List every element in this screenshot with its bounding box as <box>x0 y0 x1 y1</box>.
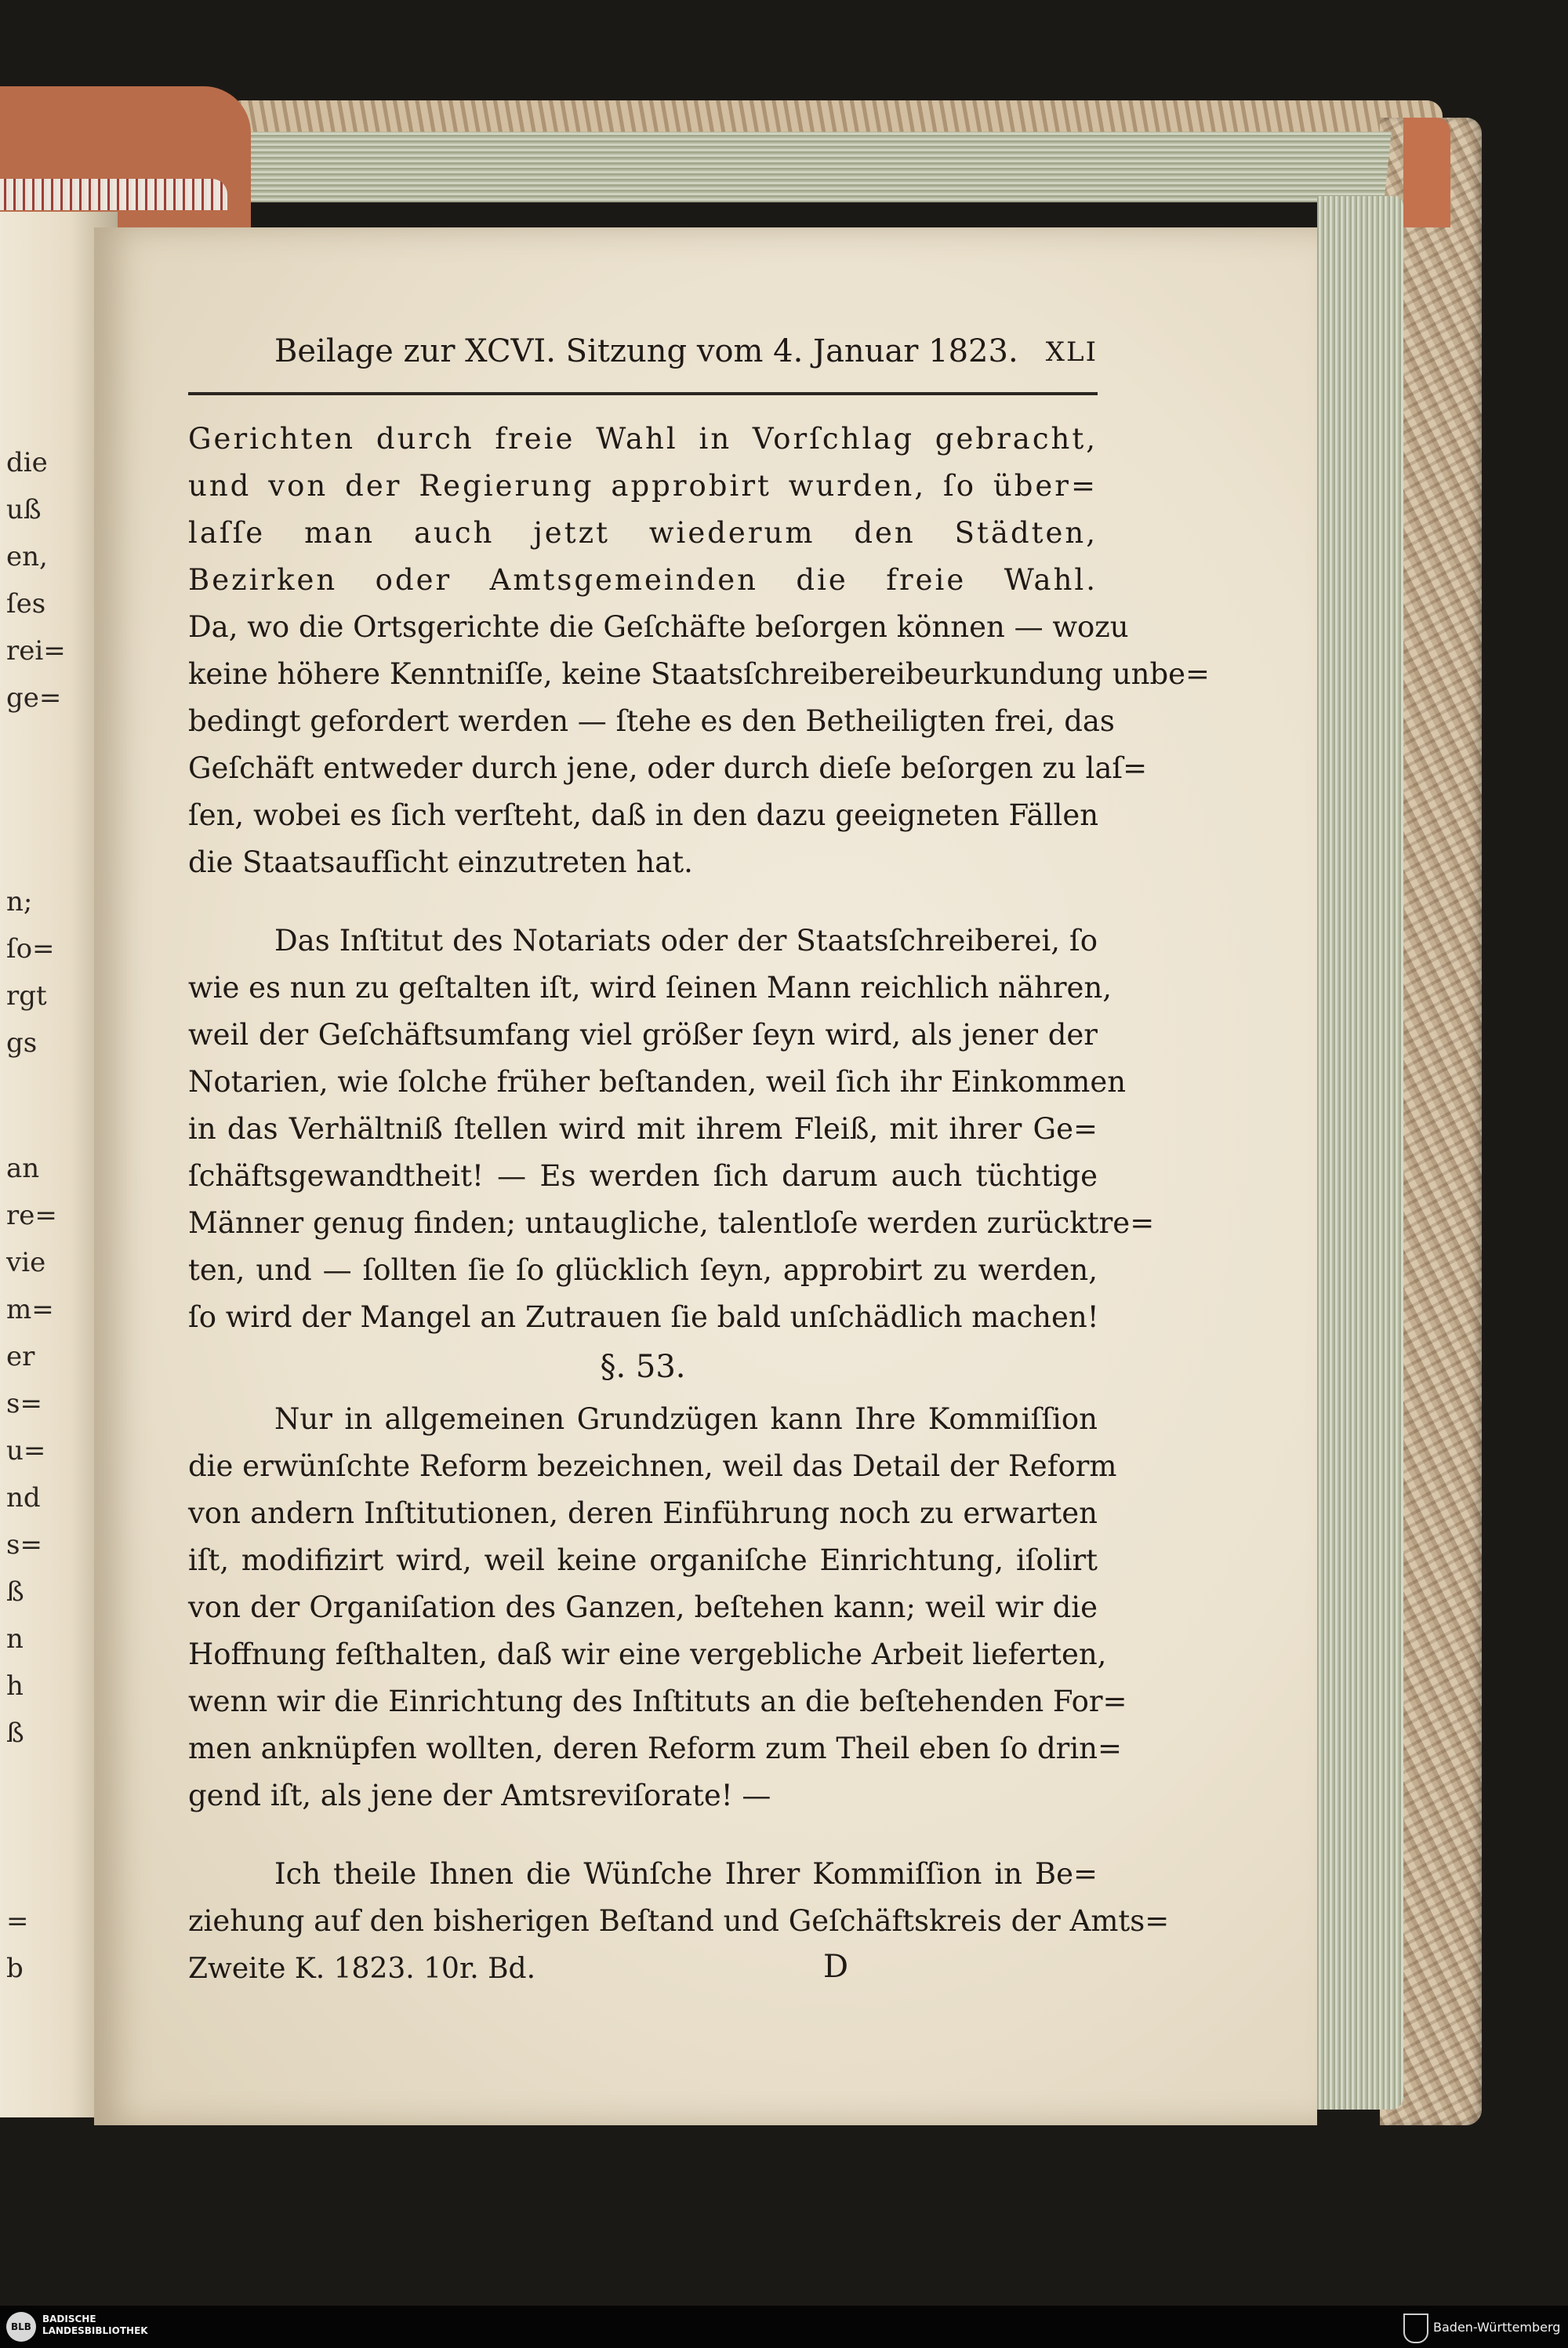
left-fragment: n; <box>6 886 33 918</box>
signature-mark: D <box>823 1949 849 1985</box>
text-line: von der Organiſation des Ganzen, beſtehen kann; weil wir die <box>188 1590 1098 1624</box>
left-fragment: er <box>6 1341 35 1372</box>
text-line: wenn wir die Einrichtung des Inſtituts an die beſtehenden For= <box>188 1685 1127 1718</box>
text-line: keine höhere Kenntniſſe, keine Staatsſchreibereibeurkundung unbe= <box>188 657 1210 691</box>
text-line: in das Verhältniß ſtellen wird mit ihrem Fleiß, mit ihrer Ge= <box>188 1112 1098 1146</box>
text-line: die Staatsaufſicht einzutreten hat. <box>188 845 693 879</box>
text-line: iſt, modifizirt wird, weil keine organiſche Einrichtung, iſolirt <box>188 1543 1098 1577</box>
text-line: die erwünſchte Reform bezeichnen, weil das Detail der Reform <box>188 1449 1117 1483</box>
library-name <box>42 2313 148 2337</box>
text-line: Ich theile Ihnen die Wünſche Ihrer Kommiſſion in Be= <box>274 1857 1098 1891</box>
text-line: bedingt gefordert werden — ſtehe es den Betheiligten frei, das <box>188 704 1115 738</box>
text-line: gend iſt, als jene der Amtsreviſorate! — <box>188 1779 771 1812</box>
text-line: laſſe man auch jetzt wiederum den Städten, <box>188 516 1098 550</box>
state-name: Baden-Württemberg <box>1433 2320 1561 2335</box>
running-header <box>274 333 1098 380</box>
text-line: Das Inſtitut des Notariats oder der Staatsſchreiberei, ſo <box>274 924 1098 958</box>
text-line: ſen, wobei es ſich verſteht, daß in den dazu geeigneten Fällen <box>188 798 1099 832</box>
left-fragment: h <box>6 1670 24 1702</box>
page-edges-right <box>1317 196 1403 2110</box>
volume-note: Zweite K. 1823. 10r. Bd. <box>188 1953 536 1985</box>
left-fragment: vie <box>6 1247 46 1278</box>
left-fragment: s= <box>6 1388 42 1419</box>
left-fragment: re= <box>6 1200 57 1231</box>
page-number: XLI <box>1045 336 1098 368</box>
text-line: men anknüpfen wollten, deren Reform zum Theil eben ſo drin= <box>188 1732 1122 1765</box>
text-line: Hoffnung feſthalten, daß wir eine vergebliche Arbeit lieferten, <box>188 1637 1107 1671</box>
leather-cover-corner <box>1403 118 1450 227</box>
left-fragment: ß <box>6 1717 24 1749</box>
left-fragment: gs <box>6 1027 38 1059</box>
text-line: Geſchäft entweder durch jene, oder durch dieſe beſorgen zu laſ= <box>188 751 1148 785</box>
left-fragment: en, <box>6 541 48 572</box>
section-heading: §. 53. <box>600 1349 686 1385</box>
text-line: ſo wird der Mangel an Zutrauen ſie bald unſchädlich machen! <box>188 1300 1099 1334</box>
header-title: Beilage zur XCVI. Sitzung vom 4. Januar 1823. <box>274 333 1018 369</box>
text-line: weil der Geſchäftsumfang viel größer ſeyn wird, als jener der <box>188 1018 1098 1052</box>
text-line: wie es nun zu geſtalten iſt, wird ſeinen Mann reichlich nähren, <box>188 971 1112 1005</box>
text-line: ten, und — ſollten ſie ſo glücklich ſeyn, approbirt zu werden, <box>188 1253 1098 1287</box>
left-fragment: ſo= <box>6 933 55 965</box>
library-name-line1: BADISCHE <box>42 2313 96 2324</box>
left-fragment: rgt <box>6 980 47 1012</box>
blb-logo-icon: BLB <box>6 2312 36 2342</box>
left-fragment: = <box>6 1906 29 1937</box>
library-name-line2: LANDESBIBLIOTHEK <box>42 2325 148 2336</box>
header-rule <box>188 392 1098 395</box>
left-fragment: ſes <box>6 588 46 620</box>
text-line: Gerichten durch freie Wahl in Vorſchlag gebracht, <box>188 422 1098 456</box>
left-fragment: n <box>6 1623 24 1655</box>
left-fragment: rei= <box>6 635 66 667</box>
left-fragment: ge= <box>6 682 62 714</box>
left-fragment: m= <box>6 1294 54 1325</box>
left-fragment: die <box>6 447 48 478</box>
left-fragment: nd <box>6 1482 41 1514</box>
spine-headband <box>0 179 227 210</box>
text-line: Notarien, wie ſolche früher beſtanden, weil ſich ihr Einkommen <box>188 1065 1127 1099</box>
left-fragment: b <box>6 1953 24 1984</box>
text-line: und von der Regierung approbirt wurden, ſo über= <box>188 469 1098 503</box>
coat-of-arms-icon <box>1403 2313 1428 2343</box>
text-line: ziehung auf den bisherigen Beſtand und Geſchäftskreis der Amts= <box>188 1904 1170 1938</box>
text-line: Bezirken oder Amtsgemeinden die freie Wahl. <box>188 563 1098 597</box>
text-line: ſchäftsgewandtheit! — Es werden ſich darum auch tüchtige <box>188 1159 1098 1193</box>
text-line: von andern Inſtitutionen, deren Einführung noch zu erwarten <box>188 1496 1098 1530</box>
left-fragment: an <box>6 1153 40 1184</box>
left-fragment: uß <box>6 494 42 525</box>
text-line: Männer genug finden; untaugliche, talentloſe werden zurücktre= <box>188 1206 1155 1240</box>
page-edges-top <box>192 132 1391 202</box>
text-line: Nur in allgemeinen Grundzügen kann Ihre Kommiſſion <box>274 1402 1098 1436</box>
left-fragment: s= <box>6 1529 42 1561</box>
text-line: Da, wo die Ortsgerichte die Geſchäfte beſorgen können — wozu <box>188 610 1129 644</box>
bottom-bar <box>0 2306 1568 2348</box>
left-fragment: ß <box>6 1576 24 1608</box>
left-fragment: u= <box>6 1435 46 1467</box>
